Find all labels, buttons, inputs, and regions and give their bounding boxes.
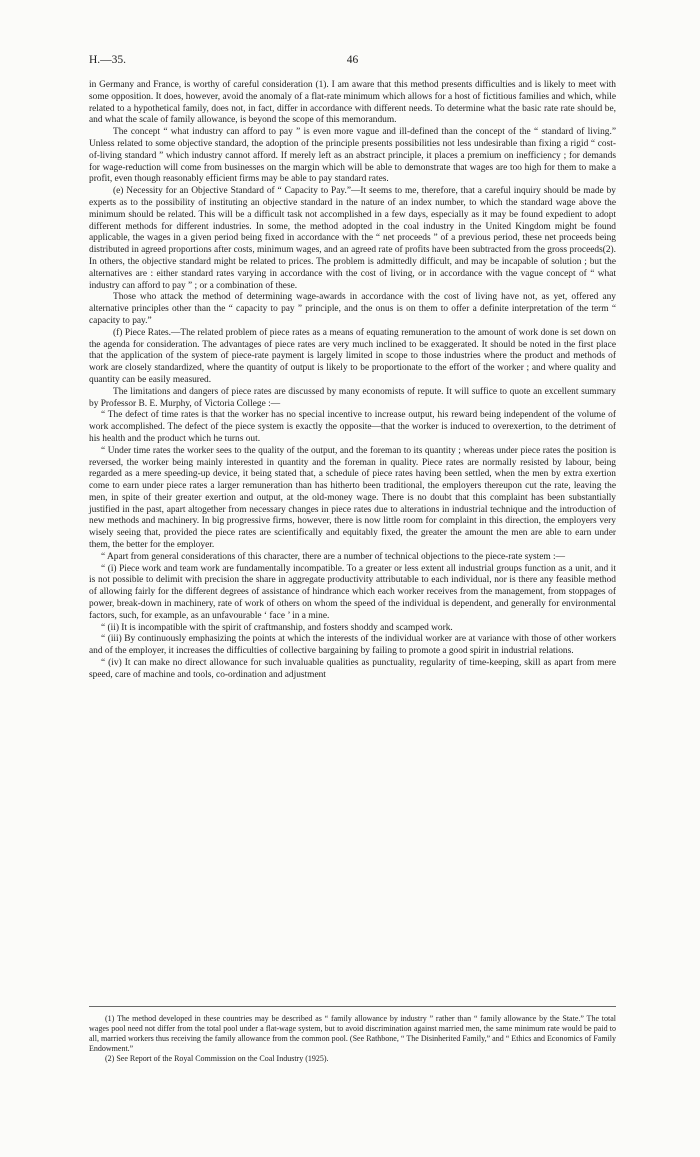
quote-paragraph: “ (iii) By continuously emphasizing the points at which the interests of the individual worker are at variance with those of other workers and of the employer, it increases the difficulties of collective bargaining by failing to promote a good spirit in industrial relations. xyxy=(89,634,616,657)
footnote: (2) See Report of the Royal Commission on the Coal Industry (1925). xyxy=(105,1054,329,1063)
footnote: (1) The method developed in these countries may be described as “ family allowance by industry ” rather than “ family allowance by the State.” The total wages pool need not differ from the total pool under a flat-wage system, but to avoid discrimination against married men, the same minimum rate would be paid to all, married workers thus receiving the family allowance from the common pool. (See Rathbone, “ The Disinherited Family,” and “ Ethics and Economics of Family Endowment.” xyxy=(89,1014,616,1053)
paragraph: in Germany and France, is worthy of careful consideration (1). I am aware that this method presents difficulties and is likely to meet with some opposition. It does, however, avoid the anomaly of a flat-rate minimum which allows for a host of fictitious families and which, while related to a hypothetical family, does not, in fact, differ in accordance with different needs. To determine what the basic rate rate should be, and what the scale of family allowance, is beyond the scope of this memorandum. xyxy=(89,80,616,126)
document-reference: H.—35. xyxy=(89,54,127,66)
paragraph: Those who attack the method of determining wage-awards in accordance with the cost of living have not, as yet, offered any alternative principles other than the “ capacity to pay ” principle, and the onus is on them to offer a definite interpretation of the term “ capacity to pay.” xyxy=(89,292,616,326)
paragraph: (e) Necessity for an Objective Standard of “ Capacity to Pay.”—It seems to me, therefore, that a careful inquiry should be made by experts as to the possibility of instituting an objective standard in the nature of an index number, to which the standard wage above the minimum should be related. This will be a difficult task not accomplished in a few days, especially as it may be found expedient to adopt different methods for different industries. In some, the method adopted in the coal industry in the United Kingdom might be found applicable, the wages in a given period being fixed in accordance with the “ net proceeds ” of a previous period, these net proceeds being distributed in agreed proportions after costs, minimum wages, and an agreed rate of profits have been subtracted from the gross proceeds(2). In others, the objective standard might be related to prices. The problem is admittedly difficult, and may be incapable of solution ; but the alternatives are : either standard rates varying in accordance with the cost of living, or in accordance with the vague concept of “ what industry can afford to pay ” ; or a combination of these. xyxy=(89,186,616,291)
quote-paragraph: “ Apart from general considerations of this character, there are a number of technical objections to the piece-rate system :— xyxy=(101,551,566,562)
quote-paragraph: “ (i) Piece work and team work are fundamentally incompatible. To a greater or less extent all industrial groups function as a unit, and it is not possible to delimit with precision the share in aggregate productivity attributable to each individual, nor is there any feasible method of allowing fairly for the different degrees of assistance of hindrance which each worker receives from the management, from stoppages of power, break-down in machinery, rate of work of others on whom the speed of the individual is dependent, and generally for environmental factors, such, for example, as an unfavourable ‘ face ’ in a mine. xyxy=(89,563,616,621)
page-header xyxy=(89,54,616,70)
quote-paragraph: “ (ii) It is incompatible with the spirit of craftmanship, and fosters shoddy and scamped work. xyxy=(101,622,453,633)
quote-paragraph: “ Under time rates the worker sees to the quality of the output, and the foreman to its quantity ; whereas under piece rates the position is reversed, the worker being mainly interested in quantity and the foreman in quality. Piece rates are normally resisted by labour, being regarded as a mere speeding-up device, it being stated that, a schedule of piece rates having been settled, when the men by extra exertion come to earn under piece rates a larger remuneration than has hitherto been traditional, the employers thereupon cut the rate, leaving the men, in spite of their greater exertion and output, at the old-money wage. There is no doubt that this complaint has been substantially justified in the past, apart altogether from necessary changes in piece rates due to alterations in industrial technique and the introduction of new methods and machinery. In big progressive firms, however, there is now little room for complaint in this direction, the employers very wisely seeing that, provided the piece rates are scientifically and equitably fixed, the greater the amount the men are able to earn under them, the better for the employer. xyxy=(89,445,616,551)
body-text xyxy=(89,80,616,682)
paragraph: (f) Piece Rates.—The related problem of piece rates as a means of equating remuneration to the amount of work done is set down on the agenda for consideration. The advantages of piece rates are very much inclined to be exaggerated. It should be noted in the first place that the application of the system of piece-rate payment is largely limited in scope to those industries where the product and methods of work are closely standardized, where the quantity of output is likely to be proportionate to the effort of the worker ; and where quality and quantity can be easily measured. xyxy=(89,327,616,385)
quote-paragraph: “ The defect of time rates is that the worker has no special incentive to increase output, his reward being independent of the volume of work accomplished. The defect of the piece system is exactly the opposite—that the worker is induced to overexertion, to the detriment of his health and the product which he turns out. xyxy=(89,410,616,444)
footnote-divider xyxy=(89,1006,616,1007)
page-number: 46 xyxy=(346,54,359,66)
paragraph: The limitations and dangers of piece rates are discussed by many economists of repute. It will suffice to quote an excellent summary by Professor B. E. Murphy, of Victoria College :— xyxy=(89,386,616,409)
quote-paragraph: “ (iv) It can make no direct allowance for such invaluable qualities as punctuality, regularity of time-keeping, skill as apart from mere speed, care of machine and tools, co-ordination and adjustment xyxy=(89,658,616,680)
paragraph: The concept “ what industry can afford to pay ” is even more vague and ill-defined than the concept of the “ standard of living.” Unless related to some objective standard, the adoption of the principle presents possibilities not less undesirable than fixing a rigid “ cost-of-living standard ” which industry cannot afford. If merely left as an abstract principle, it places a premium on inefficiency ; for demands for wage-reduction will come from businesses on the margin which will be able to demonstrate that wages are too high for them to make a profit, even though reasonably efficient firms may be able to pay standard rates. xyxy=(89,127,616,185)
footnotes xyxy=(89,1014,616,1064)
